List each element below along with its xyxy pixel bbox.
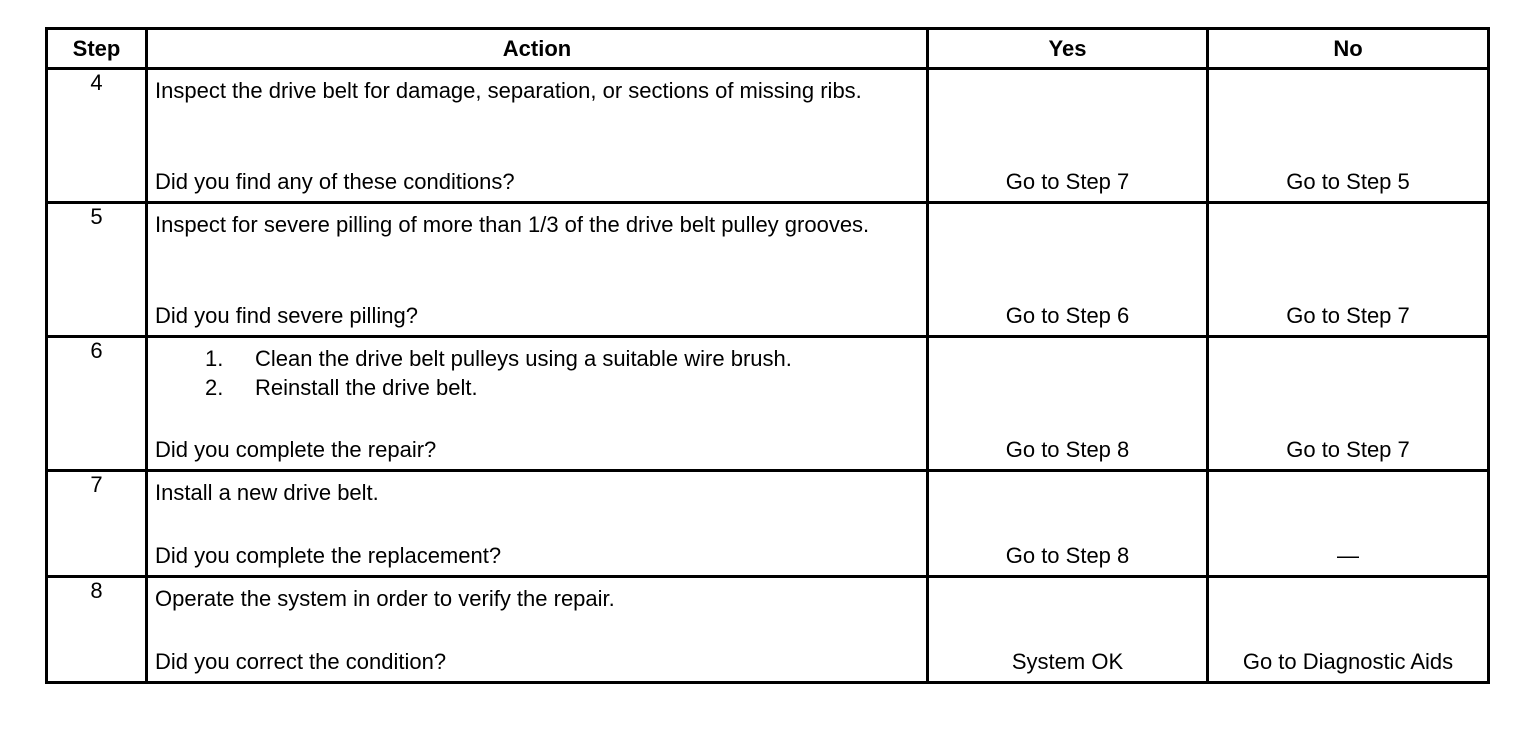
table-row <box>47 577 1489 683</box>
step-number: 7 <box>47 471 147 577</box>
yes-cell <box>928 471 1208 577</box>
action-question: Did you find any of these conditions? <box>155 169 515 194</box>
action-text: Install a new drive belt. <box>155 480 379 505</box>
no-cell <box>1208 203 1489 337</box>
yes-result: Go to Step 6 <box>1005 303 1130 328</box>
header-action: Action <box>147 29 928 69</box>
action-cell <box>147 69 928 203</box>
action-cell <box>147 471 928 577</box>
yes-result: System OK <box>1011 649 1124 674</box>
action-question: Did you correct the condition? <box>155 649 447 674</box>
yes-cell <box>928 337 1208 471</box>
action-cell <box>147 203 928 337</box>
list-number: 2. <box>205 375 224 400</box>
header-no: No <box>1208 29 1489 69</box>
diagnostic-table <box>45 27 1490 684</box>
action-text: Inspect for severe pilling of more than 1/3 of the drive belt pulley grooves. <box>155 212 870 237</box>
action-question: Did you complete the repair? <box>155 437 437 462</box>
no-result: — <box>1337 543 1359 568</box>
yes-cell <box>928 69 1208 203</box>
header-row <box>47 29 1489 69</box>
no-cell <box>1208 471 1489 577</box>
no-result: Go to Step 7 <box>1286 437 1410 462</box>
no-result: Go to Step 5 <box>1286 169 1410 194</box>
step-number: 8 <box>47 577 147 683</box>
table-row <box>47 203 1489 337</box>
action-text: Operate the system in order to verify the repair. <box>155 586 615 611</box>
yes-result: Go to Step 8 <box>1005 437 1130 462</box>
no-cell <box>1208 577 1489 683</box>
action-cell <box>147 337 928 471</box>
table-row <box>47 471 1489 577</box>
table-row <box>47 69 1489 203</box>
yes-cell <box>928 577 1208 683</box>
list-text: Reinstall the drive belt. <box>255 375 478 400</box>
list-number: 1. <box>205 346 224 371</box>
action-question: Did you find severe pilling? <box>155 303 418 328</box>
no-cell <box>1208 69 1489 203</box>
step-number: 4 <box>47 69 147 203</box>
list-item <box>155 373 918 402</box>
action-question: Did you complete the replacement? <box>155 543 502 568</box>
yes-result: Go to Step 8 <box>1005 543 1130 568</box>
no-result: Go to Step 7 <box>1286 303 1410 328</box>
yes-cell <box>928 203 1208 337</box>
step-number: 5 <box>47 203 147 337</box>
action-list <box>155 344 918 402</box>
yes-result: Go to Step 7 <box>1005 169 1130 194</box>
list-item <box>155 344 918 373</box>
step-number: 6 <box>47 337 147 471</box>
list-text: Clean the drive belt pulleys using a suitable wire brush. <box>255 346 792 371</box>
table-row <box>47 337 1489 471</box>
header-yes: Yes <box>928 29 1208 69</box>
no-result: Go to Diagnostic Aids <box>1242 649 1454 674</box>
action-cell <box>147 577 928 683</box>
no-cell <box>1208 337 1489 471</box>
action-text: Inspect the drive belt for damage, separation, or sections of missing ribs. <box>155 78 862 103</box>
header-step: Step <box>47 29 147 69</box>
